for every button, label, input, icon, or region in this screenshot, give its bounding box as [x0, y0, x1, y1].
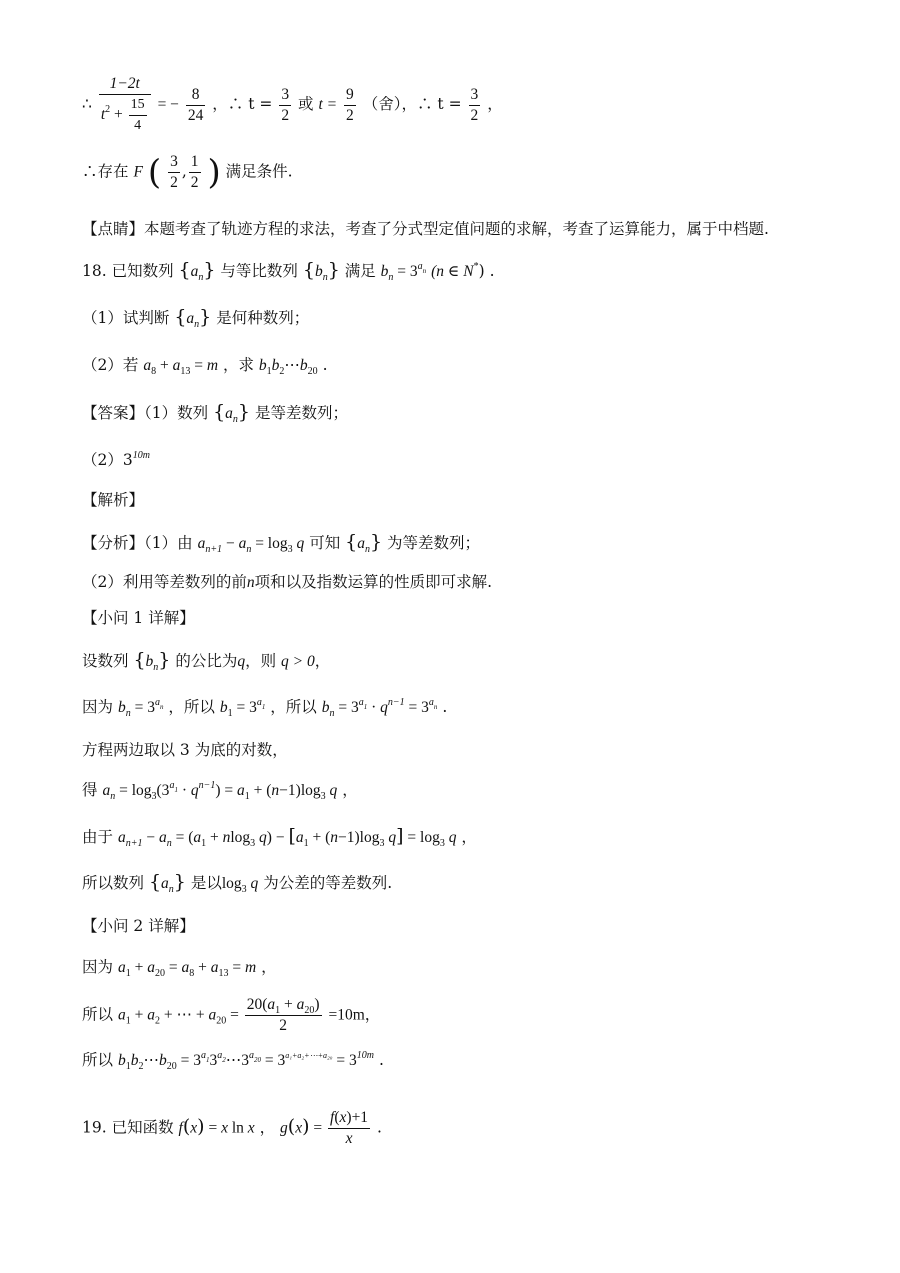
step-5: 由于 $a_{n+1} - a_n = (a_1 + nlog_3$ $q) - [a_1 + (n-1)\log_3$ $q] = \log_3 q$ ， [82, 825, 477, 849]
fraction-1-minus-2t-over-expr: 1−2t $t^2$ + $\frac{15}{4}$ [99, 74, 151, 136]
question-18-part-1: （1）试判断 $\{a_n\}$ 是何种数列； [82, 306, 310, 330]
section-jiexi: 【解析】 [82, 491, 145, 509]
derivation-line-1: ∴ 1−2t $t^2$ + $\frac{15}{4}$ = − $\frac{8}{24}$ ，∴ t = $\frac{3}{2}$ 或 t = $\frac{9}{2}$ （舍），∴ t = $\frac{3}{2}$ ， [82, 74, 503, 136]
step-8: 所以 $a_1 + a_2$ + ⋯ + $a_{20}$ = $\frac{20(a_1 + a_{20})}{2}$ =10m， [82, 996, 381, 1034]
step-6: 所以数列 $\{a_n\}$ 是以$\log_3 q$ 为公差的等差数列. [82, 871, 393, 895]
step-3: 方程两边取以 3 为底的对数， [82, 741, 288, 759]
exists-F-line: ∴存在 F ( $\frac{3}{2}$ , $\frac{1}{2}$ ) 满足条件. [82, 152, 293, 193]
question-19: 19. 已知函数 f(x) = x ln x ， g(x) = $\frac{f(x)+1}{x}$ . [82, 1109, 382, 1147]
step-4: 得 $a_n = \log_3(3^{a_1} \cdot q^{n-1}) = a_1 + (n-1)\log_3$ q ， [82, 780, 358, 802]
analysis-1: 【分析】（1）由 $a_{n+1} - a_n = \log_3 q$ 可知 $\{a_n\}$ 为等差数列； [82, 531, 481, 555]
analysis-2: （2）利用等差数列的前n项和以及指数运算的性质即可求解. [82, 573, 493, 591]
step-2: 因为 $b_n = 3^{a_n}$ ，所以 $b_1 = 3^{a_1}$ ，所以 $b_n = 3^{a_1} \cdot q^{n-1} = 3^{a_n}$ . [82, 697, 448, 719]
question-18: 18. 已知数列 $\{a_n\}$ 与等比数列 $\{b_n\}$ 满足 $b_n = 3^{a_n}$ (n ∈ N*) . [82, 259, 495, 283]
subquestion-2-heading: 【小问 2 详解】 [82, 917, 195, 935]
answer-1: 【答案】（1）数列 $\{a_n\}$ 是等差数列； [82, 401, 348, 425]
step-7: 因为 $a_1 + a_{20} = a_8 + a_{13} = m$ ， [82, 958, 277, 979]
comment-dianjing: 【点睛】本题考查了轨迹方程的求法，考查了分式型定值问题的求解，考查了运算能力，属于中档题. [82, 220, 769, 238]
subquestion-1-heading: 【小问 1 详解】 [82, 609, 195, 627]
question-18-part-2: （2）若 $a_8 + a_{13} = m$ ，求 $b_1b_2\cdots b_{20}$ . [82, 356, 328, 377]
step-1: 设数列 $\{b_n\}$ 的公比为q，则 q > 0， [82, 649, 331, 673]
step-9: 所以 $b_1b_2\cdots b_{20}$ = $3^{a_1}3^{a_2}\cdots 3^{a_{20}} = 3^{a_1+a_2+\cdots+a_{20}} = 3^{10m}$ . [82, 1050, 384, 1072]
answer-2: $(2)3^{10m}$ [82, 450, 150, 469]
